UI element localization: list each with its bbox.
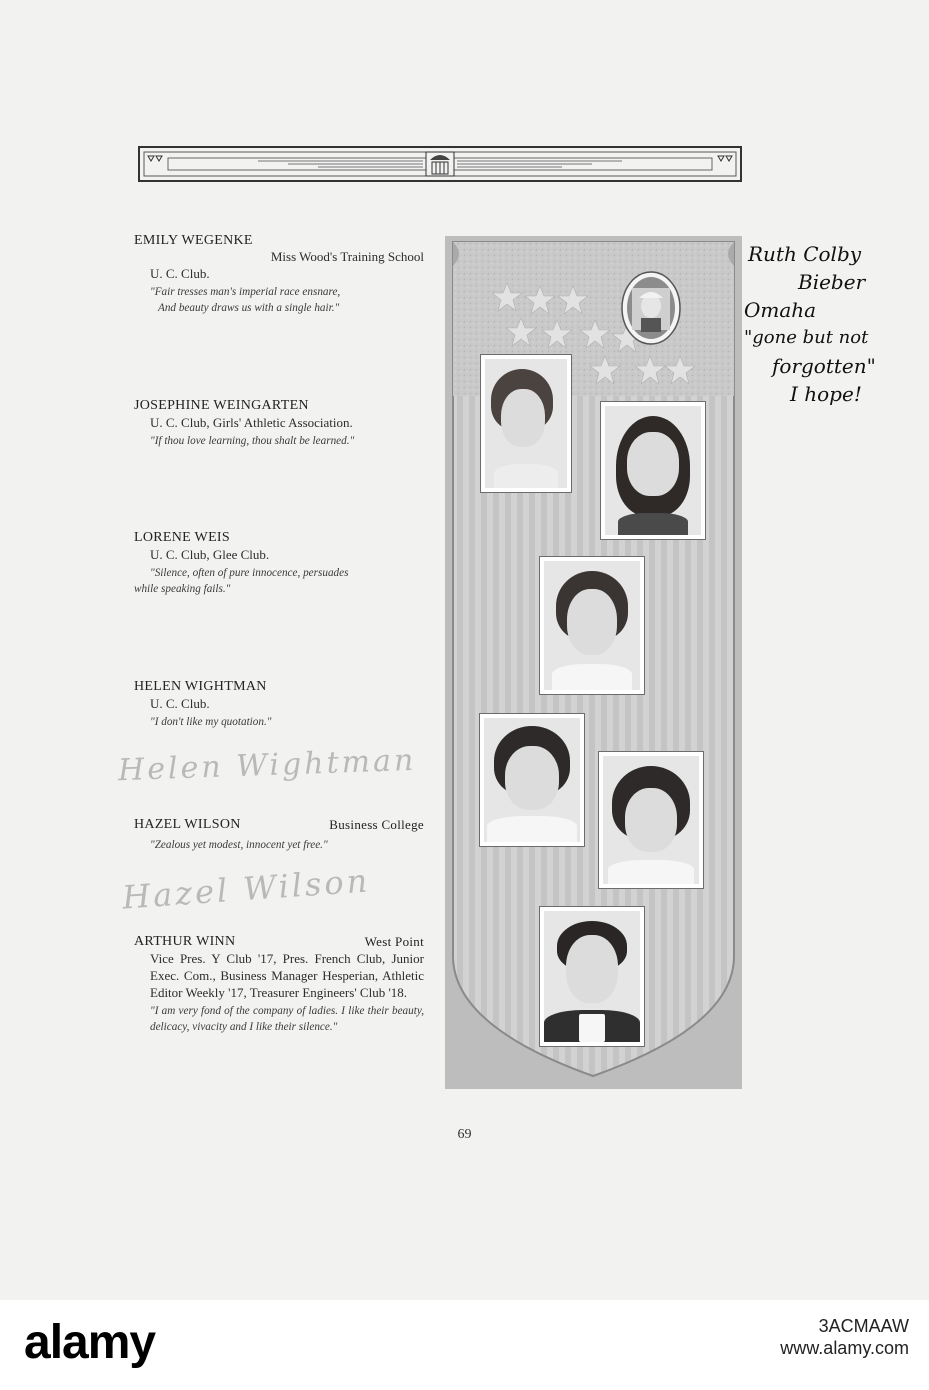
portrait-photo-3 <box>539 556 645 695</box>
entry-name: HELEN WIGHTMAN <box>134 679 267 694</box>
entry-name: EMILY WEGENKE <box>134 233 253 248</box>
entry-clubs: U. C. Club. <box>150 696 210 711</box>
entry-quote: "If thou love learning, thou shalt be learned." <box>150 435 355 447</box>
entry-clubs: U. C. Club. <box>150 266 210 281</box>
portrait-photo-1 <box>480 354 572 493</box>
photo-panel <box>445 236 742 1089</box>
image-id: 3ACMAAW <box>818 1316 909 1336</box>
quote-line-1: "Silence, often of pure innocence, persuades <box>150 567 349 579</box>
header-ornament <box>138 146 742 182</box>
entry-name: ARTHUR WINN <box>134 934 236 949</box>
entry-arthur-winn <box>134 934 424 1035</box>
entry-quote: "I am very fond of the company of ladies. I like their beauty, delicacy, vivacity and I like their silence." <box>150 1005 424 1033</box>
entry-hazel-wilson <box>134 817 424 853</box>
stock-url: www.alamy.com <box>780 1338 909 1358</box>
portrait-photo-5 <box>598 751 704 889</box>
entry-quote <box>134 284 424 316</box>
entry-name: LORENE WEIS <box>134 530 230 545</box>
handwritten-line-4: "gone but not <box>744 327 869 348</box>
entry-name: HAZEL WILSON <box>134 817 241 832</box>
handwritten-line-6: I hope! <box>790 382 862 406</box>
entry-name: JOSEPHINE WEINGARTEN <box>134 398 309 413</box>
handwritten-line-5: forgotten" <box>772 354 876 378</box>
entry-quote: "I don't like my quotation." <box>150 716 272 728</box>
quote-line-2: while speaking fails." <box>134 583 231 595</box>
entry-quote <box>134 565 424 597</box>
entry-affiliation: Miss Wood's Training School <box>270 249 424 264</box>
handwritten-line-1: Ruth Colby <box>748 242 862 266</box>
alamy-logo: alamy <box>24 1316 156 1369</box>
portrait-photo-2 <box>600 401 706 540</box>
entry-emily-wegenke <box>134 233 424 316</box>
entry-quote: "Zealous yet modest, innocent yet free." <box>150 839 328 851</box>
entry-clubs: U. C. Club, Glee Club. <box>150 547 270 562</box>
portrait-photo-6 <box>539 906 645 1047</box>
quote-line-1: "Fair tresses man's imperial race ensnare, <box>150 286 341 298</box>
signature-helen-wightman: Helen Wightman <box>117 742 417 789</box>
quote-line-2: And beauty draws us with a single hair." <box>158 302 340 314</box>
signature-hazel-wilson: Hazel Wilson <box>120 861 372 917</box>
entry-clubs: Vice Pres. Y Club '17, Pres. French Club, Junior Exec. Com., Business Manager Hesperian, Athletic Editor Weekly '17, Treasurer Engineers' Club '18. <box>150 951 424 1000</box>
handwritten-line-2: Bieber <box>798 270 866 294</box>
entry-clubs: U. C. Club, Girls' Athletic Association. <box>150 415 353 430</box>
handwritten-line-3: Omaha <box>744 298 817 322</box>
portrait-photo-4 <box>479 713 585 847</box>
entry-lorene-weis <box>134 530 424 597</box>
handwritten-note <box>742 240 922 408</box>
entry-affiliation: West Point <box>364 934 424 949</box>
entry-josephine-weingarten <box>134 398 424 449</box>
page-number: 69 <box>457 1127 472 1142</box>
entry-affiliation: Business College <box>329 817 424 832</box>
entry-helen-wightman <box>134 679 424 730</box>
